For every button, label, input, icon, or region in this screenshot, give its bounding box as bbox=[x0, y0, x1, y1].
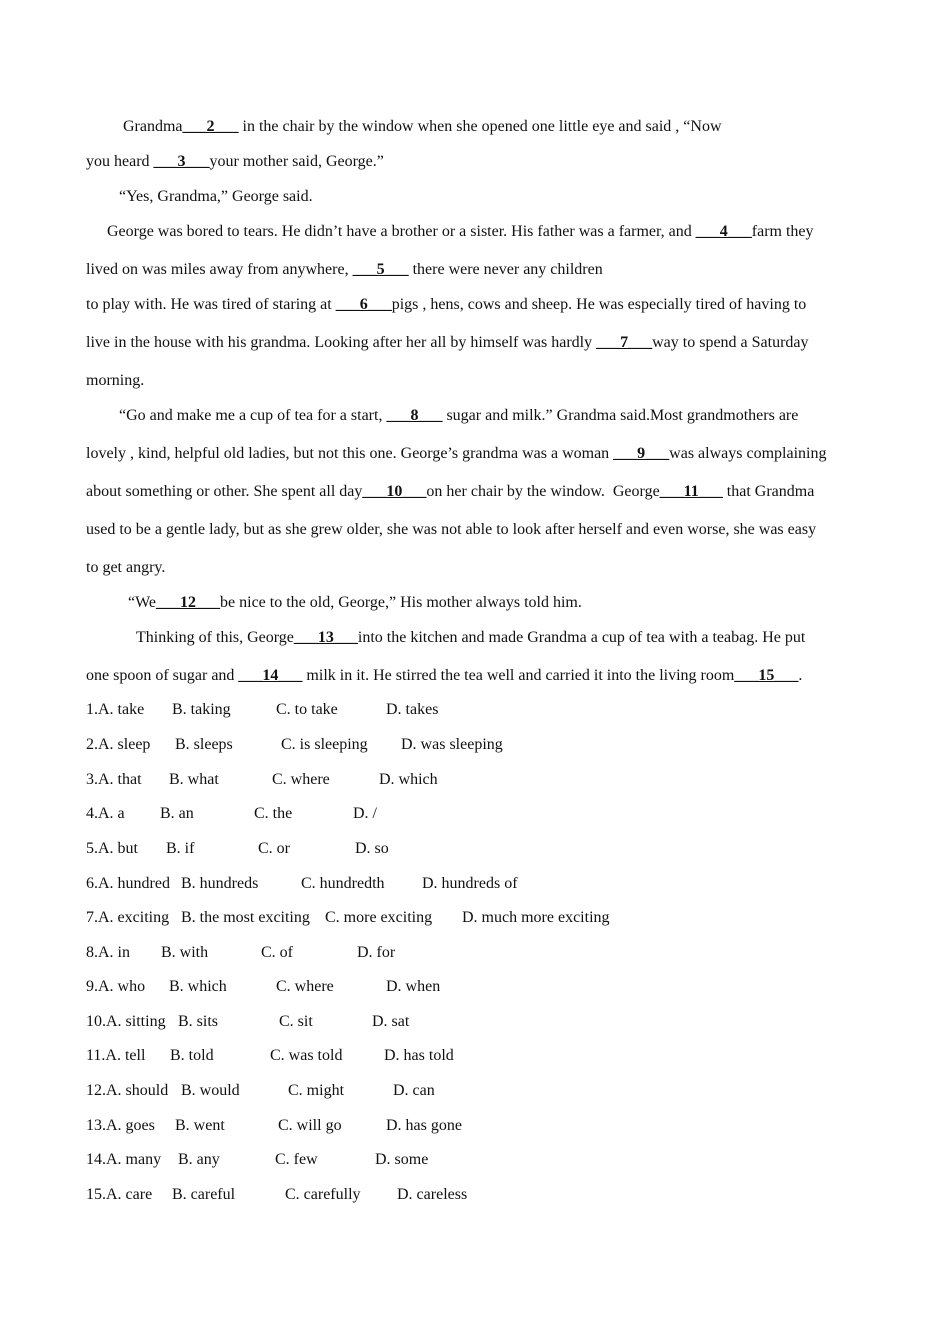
passage-line bbox=[107, 222, 814, 242]
option-d[interactable]: D. takes bbox=[386, 701, 439, 718]
option-d[interactable]: D. has told bbox=[384, 1047, 454, 1064]
option-b[interactable]: B. taking bbox=[172, 701, 231, 718]
option-a[interactable]: 9.A. who bbox=[86, 978, 146, 995]
option-d[interactable]: D. was sleeping bbox=[401, 736, 503, 753]
passage-line bbox=[123, 117, 722, 137]
passage-line bbox=[86, 260, 603, 280]
passage-line bbox=[86, 482, 814, 502]
option-c[interactable]: C. hundredth bbox=[301, 875, 385, 892]
text: farm they bbox=[751, 223, 814, 240]
blank-3: ___3___ bbox=[153, 153, 210, 170]
text: live in the house with his grandma. Looking after her all by himself was hardly bbox=[86, 334, 597, 351]
option-a[interactable]: 13.A. goes bbox=[86, 1117, 155, 1134]
option-a[interactable]: 15.A. care bbox=[86, 1186, 153, 1203]
text: lived on was miles away from anywhere, bbox=[86, 261, 353, 278]
text: pigs , hens, cows and sheep. He was especially tired of having to bbox=[391, 296, 807, 313]
option-a[interactable]: 14.A. many bbox=[86, 1151, 162, 1168]
option-b[interactable]: B. an bbox=[160, 805, 194, 822]
option-b[interactable]: B. sits bbox=[178, 1013, 219, 1030]
passage-line bbox=[136, 628, 805, 648]
option-a[interactable]: 2.A. sleep bbox=[86, 736, 151, 753]
blank-2: ___2___ bbox=[182, 118, 239, 135]
text: Grandma bbox=[123, 118, 183, 135]
option-b[interactable]: B. hundreds bbox=[181, 875, 259, 892]
option-a[interactable]: 7.A. exciting bbox=[86, 909, 170, 926]
option-d[interactable]: D. can bbox=[393, 1082, 435, 1099]
passage-line bbox=[119, 406, 798, 426]
text: one spoon of sugar and bbox=[86, 667, 239, 684]
text: way to spend a Saturday bbox=[652, 334, 809, 351]
passage-line bbox=[128, 593, 582, 613]
blank-6: ___6___ bbox=[335, 296, 392, 313]
blank-7: ___7___ bbox=[596, 334, 653, 351]
option-a[interactable]: 5.A. but bbox=[86, 840, 138, 857]
option-b[interactable]: B. went bbox=[175, 1117, 225, 1134]
blank-12: ___12___ bbox=[156, 594, 221, 611]
passage-line: to get angry. bbox=[86, 559, 166, 576]
option-d[interactable]: D. has gone bbox=[386, 1117, 462, 1134]
option-d[interactable]: D. / bbox=[353, 805, 377, 822]
option-c[interactable]: C. where bbox=[272, 771, 330, 788]
option-b[interactable]: B. careful bbox=[172, 1186, 236, 1203]
option-c[interactable]: C. or bbox=[258, 840, 290, 857]
text: your mother said, George.” bbox=[209, 153, 384, 170]
blank-8: ___8___ bbox=[386, 407, 443, 424]
text: “Go and make me a cup of tea for a start, bbox=[119, 407, 387, 424]
option-a[interactable]: 3.A. that bbox=[86, 771, 142, 788]
blank-11: ___11___ bbox=[659, 483, 723, 500]
text: be nice to the old, George,” His mother always told him. bbox=[220, 594, 582, 611]
option-c[interactable]: C. sit bbox=[279, 1013, 313, 1030]
option-b[interactable]: B. with bbox=[161, 944, 209, 961]
option-c[interactable]: C. the bbox=[254, 805, 293, 822]
passage-line: “Yes, Grandma,” George said. bbox=[119, 188, 313, 205]
blank-4: ___4___ bbox=[695, 223, 752, 240]
blank-13: ___13___ bbox=[293, 629, 358, 646]
option-d[interactable]: D. when bbox=[386, 978, 441, 995]
option-a[interactable]: 11.A. tell bbox=[86, 1047, 146, 1064]
blank-14: ___14___ bbox=[238, 667, 303, 684]
blank-10: ___10___ bbox=[362, 483, 427, 500]
option-d[interactable]: D. careless bbox=[397, 1186, 468, 1203]
option-c[interactable]: C. was told bbox=[270, 1047, 343, 1064]
option-c[interactable]: C. of bbox=[261, 944, 293, 961]
text: on her chair by the window. George bbox=[426, 483, 660, 500]
option-b[interactable]: B. any bbox=[178, 1151, 220, 1168]
option-a[interactable]: 12.A. should bbox=[86, 1082, 169, 1099]
option-c[interactable]: C. to take bbox=[276, 701, 338, 718]
option-b[interactable]: B. would bbox=[181, 1082, 240, 1099]
option-d[interactable]: D. much more exciting bbox=[462, 909, 610, 926]
text: there were never any children bbox=[408, 261, 603, 278]
option-d[interactable]: D. some bbox=[375, 1151, 429, 1168]
option-b[interactable]: B. if bbox=[166, 840, 195, 857]
option-c[interactable]: C. is sleeping bbox=[281, 736, 368, 753]
text: was always complaining bbox=[669, 445, 827, 462]
option-a[interactable]: 6.A. hundred bbox=[86, 875, 170, 892]
text: to play with. He was tired of staring at bbox=[86, 296, 336, 313]
text: you heard bbox=[86, 153, 154, 170]
text: sugar and milk.” Grandma said.Most grandmothers are bbox=[442, 407, 799, 424]
option-b[interactable]: B. the most exciting bbox=[181, 909, 310, 926]
blank-15: ___15___ bbox=[734, 667, 799, 684]
option-c[interactable]: C. carefully bbox=[285, 1186, 361, 1203]
passage-line bbox=[86, 666, 802, 686]
option-d[interactable]: D. sat bbox=[372, 1013, 410, 1030]
option-a[interactable]: 1.A. take bbox=[86, 701, 145, 718]
option-d[interactable]: D. for bbox=[357, 944, 396, 961]
passage-line: used to be a gentle lady, but as she grew older, she was not able to look after herself and even worse, she was easy bbox=[86, 521, 817, 538]
option-c[interactable]: C. more exciting bbox=[325, 909, 433, 926]
text: that Grandma bbox=[722, 483, 815, 500]
option-b[interactable]: B. what bbox=[169, 771, 219, 788]
option-c[interactable]: C. will go bbox=[278, 1117, 342, 1134]
text: “We bbox=[128, 594, 157, 611]
option-d[interactable]: D. so bbox=[355, 840, 389, 857]
option-b[interactable]: B. sleeps bbox=[175, 736, 233, 753]
passage-line bbox=[86, 444, 826, 464]
text: about something or other. She spent all day bbox=[86, 483, 363, 500]
option-d[interactable]: D. hundreds of bbox=[422, 875, 518, 892]
passage-line bbox=[86, 333, 809, 353]
text: in the chair by the window when she opened one little eye and said , “Now bbox=[238, 118, 722, 135]
option-b[interactable]: B. told bbox=[170, 1047, 214, 1064]
text: George was bored to tears. He didn’t have a brother or a sister. His father was a farmer, and bbox=[107, 223, 696, 240]
text: lovely , kind, helpful old ladies, but not this one. George’s grandma was a woman bbox=[86, 445, 614, 462]
passage-line bbox=[86, 152, 384, 172]
blank-5: ___5___ bbox=[352, 261, 409, 278]
blank-9: ___9___ bbox=[613, 445, 670, 462]
text: into the kitchen and made Grandma a cup of tea with a teabag. He put bbox=[357, 629, 806, 646]
option-b[interactable]: B. which bbox=[169, 978, 227, 995]
text: . bbox=[798, 667, 803, 684]
option-d[interactable]: D. which bbox=[379, 771, 438, 788]
option-c[interactable]: C. where bbox=[276, 978, 334, 995]
passage-line: morning. bbox=[86, 372, 145, 389]
option-a[interactable]: 8.A. in bbox=[86, 944, 130, 961]
text: Thinking of this, George bbox=[136, 629, 294, 646]
option-c[interactable]: C. might bbox=[288, 1082, 345, 1099]
text: milk in it. He stirred the tea well and carried it into the living room bbox=[302, 667, 735, 684]
passage-line bbox=[86, 295, 806, 315]
option-c[interactable]: C. few bbox=[275, 1151, 318, 1168]
option-a[interactable]: 10.A. sitting bbox=[86, 1013, 166, 1030]
option-a[interactable]: 4.A. a bbox=[86, 805, 125, 822]
